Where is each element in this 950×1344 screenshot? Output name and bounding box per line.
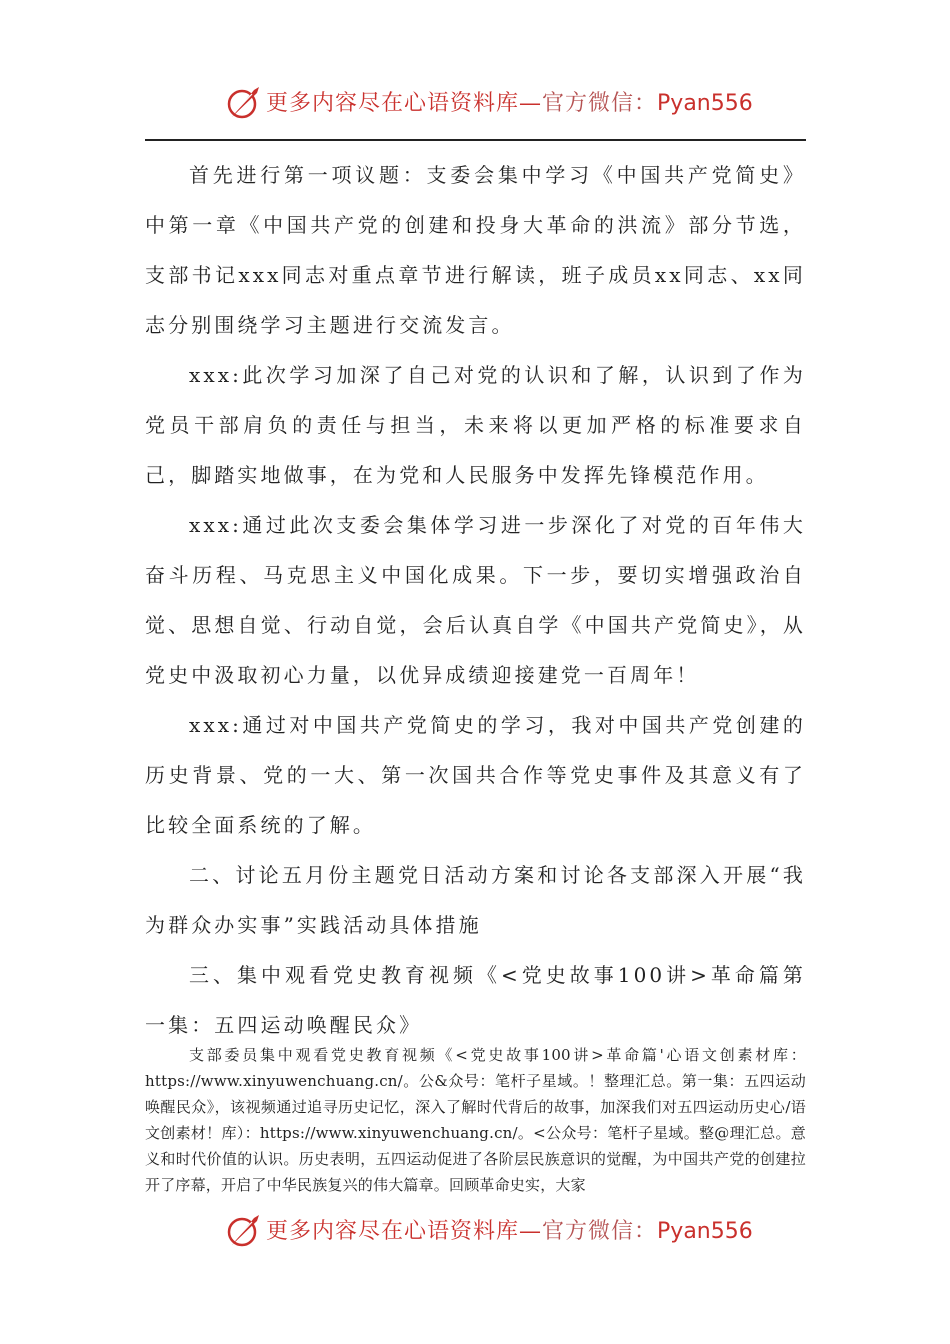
- footer-banner: [0, 1208, 950, 1252]
- banner-text: [266, 1214, 753, 1245]
- paragraph-item-two: 二、讨论五月份主题党日活动方案和讨论各支部深入开展“我为群众办实事”实践活动具体措施: [145, 863, 806, 937]
- quill-pen-logo-icon: [226, 1212, 262, 1248]
- paragraph-item-three: 三、集中观看党史教育视频《<党史故事100讲>革命篇第一集：五四运动唤醒民众》: [145, 963, 806, 1037]
- banner-dash: —: [519, 1219, 543, 1244]
- paragraph-speech-3: xxx:通过对中国共产党简史的学习，我对中国共产党创建的历史背景、党的一大、第一次国共合作等党史事件及其意义有了比较全面系统的了解。: [145, 713, 806, 837]
- header-divider: [145, 139, 806, 141]
- banner-wechat-id: Pyan556: [657, 91, 753, 116]
- banner-text: [266, 86, 753, 117]
- paragraph-speech-2: xxx:通过此次支委会集体学习进一步深化了对党的百年伟大奋斗历程、马克思主义中国化成果。下一步，要切实增强政治自觉、思想自觉、行动自觉，会后认真自学《中国共产党简史》，从党史中汲取初心力量，以优异成绩迎接建党一百周年！: [145, 513, 806, 687]
- paragraph-video-summary: 支部委员集中观看党史教育视频《<党史故事100讲>革命篇'心语文创素材库：https://www.xinyuwenchuang.cn/。公&众号：笔杆子星域。！整理汇总。第一集：五四运动唤醒民众》，该视频通过追寻历史记忆，深入了解时代背后的故事，加深我们对五四运动历史心/语文创素材！库）：https://www.xinyuwenchuang.cn/。<公众号：笔杆子星域。整@理汇总。意义和时代价值的认识。历史表明，五四运动促进了各阶层民族意识的觉醒，为中国共产党的创建拉开了序幕，开启了中华民族复兴的伟大篇章。回顾革命史实，大家: [145, 1046, 806, 1194]
- banner-official-text: 官方微信：: [542, 91, 658, 116]
- banner-site-text: 更多内容尽在心语资料库: [266, 1219, 520, 1244]
- banner-wechat-id: Pyan556: [657, 1219, 753, 1244]
- header-banner: [0, 80, 950, 124]
- document-body: [145, 150, 806, 1050]
- banner-official-text: 官方微信：: [542, 1219, 658, 1244]
- paragraph-speech-1: xxx:此次学习加深了自己对党的认识和了解，认识到了作为党员干部肩负的责任与担当，未来将以更加严格的标准要求自己，脚踏实地做事，在为党和人民服务中发挥先锋模范作用。: [145, 363, 806, 487]
- banner-dash: —: [519, 91, 543, 116]
- banner-site-text: 更多内容尽在心语资料库: [266, 91, 520, 116]
- quill-pen-logo-icon: [226, 84, 262, 120]
- paragraph-study-item: 首先进行第一项议题：支委会集中学习《中国共产党简史》中第一章《中国共产党的创建和投身大革命的洪流》部分节选，支部书记xxx同志对重点章节进行解读，班子成员xx同志、xx同志分别围绕学习主题进行交流发言。: [145, 163, 806, 337]
